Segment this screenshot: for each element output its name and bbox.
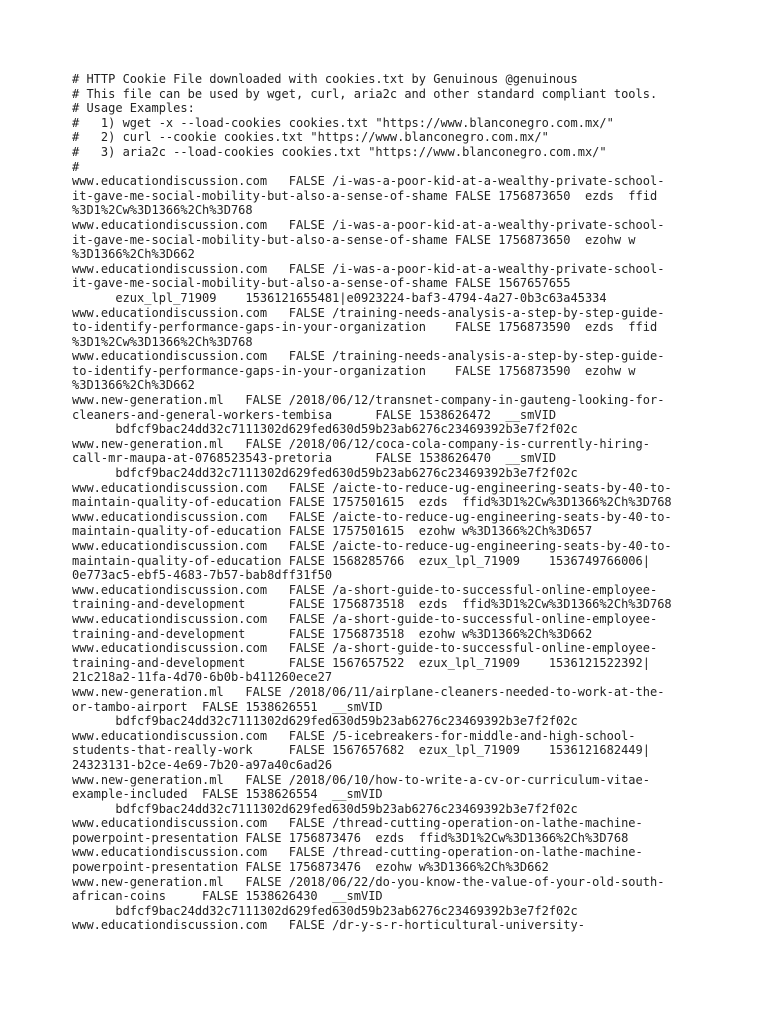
cookie-line: www.educationdiscussion.com FALSE /aicte-to-reduce-ug-engineering-seats-by-40-to- <box>72 480 672 495</box>
cookie-line: cleaners-and-general-workers-tembisa FALSE 1538626472 __smVID <box>72 407 557 422</box>
cookie-line: www.educationdiscussion.com FALSE /i-was-a-poor-kid-at-a-wealthy-private-school- <box>72 174 665 189</box>
cookie-line: %3D1366%2Ch%3D662 <box>72 247 195 262</box>
cookie-line: www.new-generation.ml FALSE /2018/06/12/coca-cola-company-is-currently-hiring- <box>72 436 650 451</box>
cookie-line: training-and-development FALSE 1756873518 ezohw w%3D1366%2Ch%3D662 <box>72 626 593 641</box>
cookie-line: training-and-development FALSE 1567657522 ezux_lpl_71909 1536121522392| <box>72 655 650 670</box>
cookie-line: %3D1%2Cw%3D1366%2Ch%3D768 <box>72 203 253 218</box>
cookie-line: www.educationdiscussion.com FALSE /training-needs-analysis-a-step-by-step-guide- <box>72 349 665 364</box>
cookie-line: african-coins FALSE 1538626430 __smVID <box>72 889 383 904</box>
cookie-line: www.new-generation.ml FALSE /2018/06/10/how-to-write-a-cv-or-curriculum-vitae- <box>72 772 650 787</box>
cookie-line: 24323131-b2ce-4e69-7b20-a97a40c6ad26 <box>72 757 333 772</box>
cookie-line: maintain-quality-of-education FALSE 1757501615 ezds ffid%3D1%2Cw%3D1366%2Ch%3D768 <box>72 495 672 510</box>
cookie-line: students-that-really-work FALSE 1567657682 ezux_lpl_71909 1536121682449| <box>72 743 650 758</box>
cookie-line: www.educationdiscussion.com FALSE /dr-y-s-r-horticultural-university- <box>72 918 585 933</box>
cookie-line: www.educationdiscussion.com FALSE /a-short-guide-to-successful-online-employee- <box>72 611 658 626</box>
cookie-line: bdfcf9bac24dd32c7111302d629fed630d59b23ab6276c23469392b3e7f2f02c <box>72 422 578 437</box>
cookie-line: to-identify-performance-gaps-in-your-organization FALSE 1756873590 ezohw w <box>72 363 636 378</box>
comment-line: # 3) aria2c --load-cookies cookies.txt "https://www.blanconegro.com.mx/" <box>72 144 607 159</box>
cookie-line: ezux_lpl_71909 1536121655481|e0923224-baf3-4794-4a27-0b3c63a45334 <box>72 290 607 305</box>
cookie-line: www.new-generation.ml FALSE /2018/06/11/airplane-cleaners-needed-to-work-at-the- <box>72 684 665 699</box>
cookie-file-text <box>72 72 702 933</box>
cookie-line: call-mr-maupa-at-0768523543-pretoria FALSE 1538626470 __smVID <box>72 451 557 466</box>
comment-line: # <box>72 159 80 174</box>
cookie-line: 0e773ac5-ebf5-4683-7b57-bab8dff31f50 <box>72 568 333 583</box>
cookie-line: www.educationdiscussion.com FALSE /training-needs-analysis-a-step-by-step-guide- <box>72 305 665 320</box>
cookie-line: powerpoint-presentation FALSE 1756873476 ezohw w%3D1366%2Ch%3D662 <box>72 860 549 875</box>
cookie-line: it-gave-me-social-mobility-but-also-a-sense-of-shame FALSE 1756873650 ezohw w <box>72 232 636 247</box>
cookie-line: it-gave-me-social-mobility-but-also-a-sense-of-shame FALSE 1567657655 <box>72 276 571 291</box>
cookie-line: www.educationdiscussion.com FALSE /thread-cutting-operation-on-lathe-machine- <box>72 845 643 860</box>
comment-line: # This file can be used by wget, curl, aria2c and other standard compliant tools. <box>72 86 658 101</box>
cookie-line: www.educationdiscussion.com FALSE /a-short-guide-to-successful-online-employee- <box>72 582 658 597</box>
cookie-line: www.educationdiscussion.com FALSE /5-icebreakers-for-middle-and-high-school- <box>72 728 636 743</box>
cookie-line: example-included FALSE 1538626554 __smVID <box>72 787 383 802</box>
cookie-line: powerpoint-presentation FALSE 1756873476 ezds ffid%3D1%2Cw%3D1366%2Ch%3D768 <box>72 830 629 845</box>
cookie-line: bdfcf9bac24dd32c7111302d629fed630d59b23ab6276c23469392b3e7f2f02c <box>72 801 578 816</box>
cookie-line: www.new-generation.ml FALSE /2018/06/12/transnet-company-in-gauteng-looking-for- <box>72 393 665 408</box>
cookie-line: maintain-quality-of-education FALSE 1568285766 ezux_lpl_71909 1536749766006| <box>72 553 650 568</box>
cookie-line: 21c218a2-11fa-4d70-6b0b-b411260ece27 <box>72 670 333 685</box>
cookie-line: www.new-generation.ml FALSE /2018/06/22/do-you-know-the-value-of-your-old-south- <box>72 874 665 889</box>
cookie-line: to-identify-performance-gaps-in-your-organization FALSE 1756873590 ezds ffid <box>72 320 658 335</box>
cookie-line: training-and-development FALSE 1756873518 ezds ffid%3D1%2Cw%3D1366%2Ch%3D768 <box>72 597 672 612</box>
cookie-line: www.educationdiscussion.com FALSE /i-was-a-poor-kid-at-a-wealthy-private-school- <box>72 217 665 232</box>
cookie-line: www.educationdiscussion.com FALSE /i-was-a-poor-kid-at-a-wealthy-private-school- <box>72 261 665 276</box>
cookie-line: www.educationdiscussion.com FALSE /thread-cutting-operation-on-lathe-machine- <box>72 816 643 831</box>
cookie-line: www.educationdiscussion.com FALSE /aicte-to-reduce-ug-engineering-seats-by-40-to- <box>72 509 672 524</box>
comment-line: # HTTP Cookie File downloaded with cookies.txt by Genuinous @genuinous <box>72 72 578 86</box>
cookie-line: bdfcf9bac24dd32c7111302d629fed630d59b23ab6276c23469392b3e7f2f02c <box>72 714 578 729</box>
cookie-line: www.educationdiscussion.com FALSE /aicte-to-reduce-ug-engineering-seats-by-40-to- <box>72 539 672 553</box>
comment-line: # 1) wget -x --load-cookies cookies.txt "https://www.blanconegro.com.mx/" <box>72 115 614 130</box>
comment-line: # 2) curl --cookie cookies.txt "https://www.blanconegro.com.mx/" <box>72 130 549 145</box>
cookie-line: www.educationdiscussion.com FALSE /a-short-guide-to-successful-online-employee- <box>72 641 658 656</box>
cookie-line: %3D1366%2Ch%3D662 <box>72 378 195 393</box>
cookie-line: or-tambo-airport FALSE 1538626551 __smVID <box>72 699 383 714</box>
cookie-line: %3D1%2Cw%3D1366%2Ch%3D768 <box>72 334 253 349</box>
cookie-line: bdfcf9bac24dd32c7111302d629fed630d59b23ab6276c23469392b3e7f2f02c <box>72 903 578 918</box>
cookie-line: maintain-quality-of-education FALSE 1757501615 ezohw w%3D1366%2Ch%3D657 <box>72 524 593 539</box>
cookie-line: it-gave-me-social-mobility-but-also-a-sense-of-shame FALSE 1756873650 ezds ffid <box>72 188 658 203</box>
comment-line: # Usage Examples: <box>72 101 195 116</box>
cookie-line: bdfcf9bac24dd32c7111302d629fed630d59b23ab6276c23469392b3e7f2f02c <box>72 466 578 481</box>
